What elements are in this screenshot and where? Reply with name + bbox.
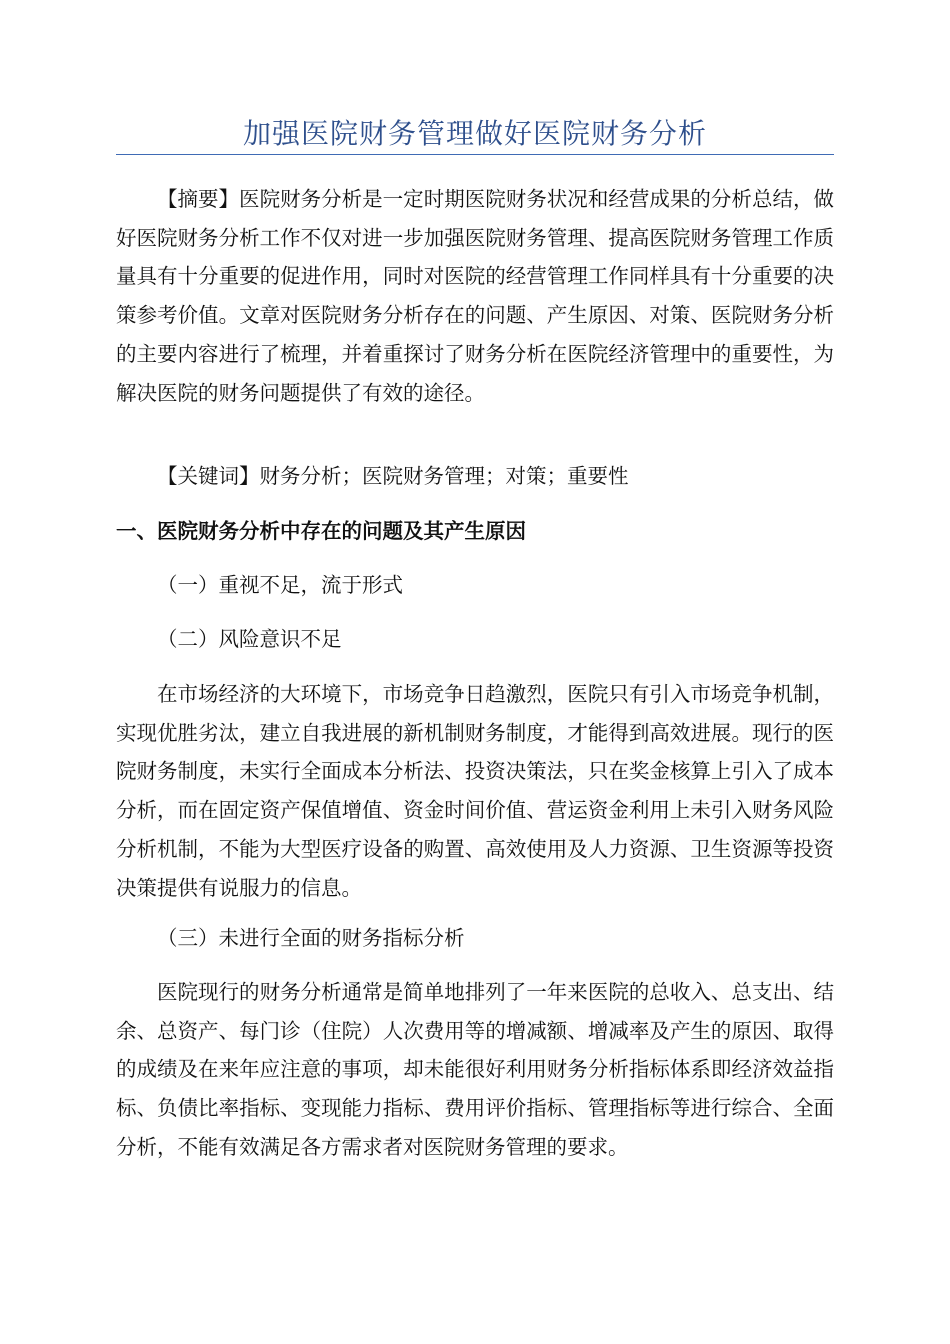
- abstract-paragraph: 【摘要】医院财务分析是一定时期医院财务状况和经营成果的分析总结，做好医院财务分析工作不仅对进一步加强医院财务管理、提高医院财务管理工作质量具有十分重要的促进作用，同时对医院的经营管理工作同样具有十分重要的决策参考价值。文章对医院财务分析存在的问题、产生原因、对策、医院财务分析的主要内容进行了梳理，并着重探讨了财务分析在医院经济管理中的重要性，为解决医院的财务问题提供了有效的途径。: [116, 187, 834, 405]
- subheading-3: （三）未进行全面的财务指标分析: [157, 926, 465, 950]
- subheading-2: （二）风险意识不足: [157, 627, 342, 651]
- subheading-1: （一）重视不足，流于形式: [157, 573, 403, 597]
- body-paragraph-risk: 在市场经济的大环境下，市场竞争日趋激烈，医院只有引入市场竞争机制，实现优胜劣汰，建立自我进展的新机制财务制度，才能得到高效进展。现行的医院财务制度，未实行全面成本分析法、投资决策法，只在奖金核算上引入了成本分析，而在固定资产保值增值、资金时间价值、营运资金利用上未引入财务风险分析机制，不能为大型医疗设备的购置、高效使用及人力资源、卫生资源等投资决策提供有说服力的信息。: [116, 682, 834, 900]
- keywords-paragraph: 【关键词】财务分析；医院财务管理；对策；重要性: [157, 464, 629, 488]
- section-heading-1: 一、医院财务分析中存在的问题及其产生原因: [116, 519, 526, 543]
- body-paragraph-indicators: 医院现行的财务分析通常是简单地排列了一年来医院的总收入、总支出、结余、总资产、每门诊（住院）人次费用等的增减额、增减率及产生的原因、取得的成绩及在来年应注意的事项，却未能很好利用财务分析指标体系即经济效益指标、负债比率指标、变现能力指标、费用评价指标、管理指标等进行综合、全面分析，不能有效满足各方需求者对医院财务管理的要求。: [116, 980, 834, 1159]
- document-title: 加强医院财务管理做好医院财务分析: [242, 117, 707, 150]
- title-underline: [116, 154, 834, 155]
